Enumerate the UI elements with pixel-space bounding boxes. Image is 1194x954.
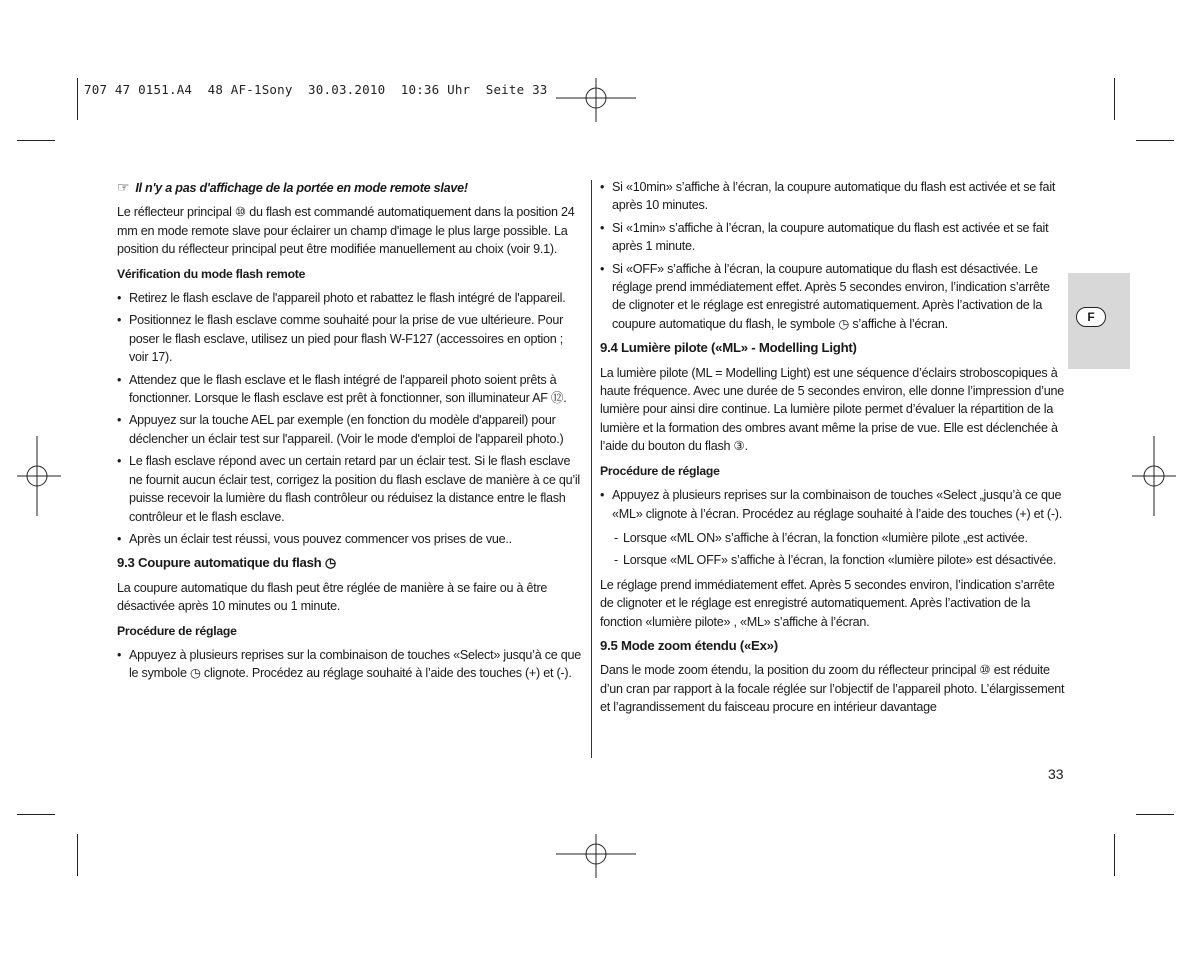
crop-mark-top-right-horizontal <box>1136 140 1174 141</box>
list-item: • Si «10min» s’affiche à l’écran, la coupure automatique du flash est activée et se fait après 10 minutes. <box>600 178 1066 215</box>
crop-mark-bottom-right-horizontal <box>1136 814 1174 815</box>
note-text: Il n'y a pas d'affichage de la portée en mode remote slave! <box>135 181 468 195</box>
ml-after-paragraph: Le réglage prend immédiatement effet. Après 5 secondes environ, l’indication s’arrête de clignoter et le réglage est enregistré automatiquement. Après l’activation de la fonction «lumière pilote» , «ML» s’affiche à l’écran. <box>600 577 1055 629</box>
list-item: • Le flash esclave répond avec un certain retard par un éclair test. Si le flash esclave ne fournit aucun éclair test, corrigez la position du flash esclave de manière à ce qu’il puisse recevoir la lumière du flash contrôleur ou réduisez la distance entre le flash contrôleur et le flash esclave. <box>117 452 585 526</box>
procedure-heading: Procédure de réglage <box>600 463 720 478</box>
left-column <box>117 178 585 689</box>
procedure-list <box>117 646 585 683</box>
column-divider <box>591 180 592 758</box>
ml-option-list <box>600 529 1066 570</box>
section-9-5-text: Dans le mode zoom étendu, la position du zoom du réflecteur principal ⑩ est réduite d’un cran par rapport à la focale réglée sur l’objectif de l’appareil photo. L’élargissement et l’agrandissement du faisceau procure en intérieur davantage <box>600 663 1065 715</box>
list-item: - Lorsque «ML OFF» s’affiche à l’écran, la fonction «lumière pilote» est désactivée. <box>614 551 1066 569</box>
list-item: • Si «OFF» s’affiche à l’écran, la coupure automatique du flash est désactivée. Le réglage prend immédiatement effet. Après 5 secondes environ, l’indication s’arrête de clignoter et le réglage est enregistré automatiquement. Après l’activation de la coupure automatique du flash, le symbole ◷ s’affiche à l’écran. <box>600 260 1066 334</box>
verification-heading: Vérification du mode flash remote <box>117 266 306 281</box>
list-item: • Positionnez le flash esclave comme souhaité pour la prise de vue ultérieure. Pour poser le flash esclave, utilisez un pied pour flash W-F127 (accessoires en option ; voir 17). <box>117 311 585 366</box>
list-item: • Appuyez à plusieurs reprises sur la combinaison de touches «Select» jusqu’à ce que le symbole ◷ clignote. Procédez au réglage souhaité à l’aide des touches (+) et (-). <box>117 646 585 683</box>
registration-mark-bottom-icon <box>556 834 636 878</box>
page-number: 33 <box>1048 766 1064 782</box>
section-9-4-title: 9.4 Lumière pilote («ML» - Modelling Light) <box>600 340 857 356</box>
list-item: • Appuyez à plusieurs reprises sur la combinaison de touches «Select „jusqu’à ce que «ML» clignote à l’écran. Procédez au réglage souhaité à l’aide des touches (+) et (-). <box>600 486 1066 523</box>
crop-mark-bottom-left-horizontal <box>17 814 55 815</box>
list-item: • Appuyez sur la touche AEL par exemple (en fonction du modèle d'appareil) pour déclencher un éclair test sur l'appareil. (Voir le mode d'emploi de l'appareil photo.) <box>117 411 585 448</box>
registration-mark-top-icon <box>556 78 636 122</box>
crop-mark-bottom-left-vertical <box>77 834 78 876</box>
list-item: • Si «1min» s’affiche à l’écran, la coupure automatique du flash est activée et se fait après 1 minute. <box>600 219 1066 256</box>
intro-paragraph: Le réflecteur principal ⑩ du flash est commandé automatiquement dans la position 24 mm en mode remote slave pour éclairer un champ d'image le plus large possible. La position du réflecteur principal peut être modifiée manuellement au choix (voir 9.1). <box>117 205 575 257</box>
section-9-4-text: La lumière pilote (ML = Modelling Light) est une séquence d’éclairs stroboscopiques à haute fréquence. Avec une durée de 5 secondes environ, elle donne l’impression d’une lumière pour ainsi dire continue. La lumière pilote permet d’évaluer la répartition de la lumière et la formation des ombres avant même la prise de vue. Elle est déclenchée à l’aide du bouton du flash ③. <box>600 365 1064 454</box>
remote-slave-note <box>117 178 585 197</box>
section-9-5-title: 9.5 Mode zoom étendu («Ex») <box>600 637 778 653</box>
registration-mark-right-icon <box>1132 436 1176 516</box>
verification-list <box>117 289 585 548</box>
list-item: • Attendez que le flash esclave et le flash intégré de l'appareil photo soient prêts à fonctionner. Lorsque le flash esclave est prêt à fonctionner, son illuminateur AF ⑫. <box>117 371 585 408</box>
language-tab <box>1068 273 1130 369</box>
crop-mark-bottom-right-vertical <box>1114 834 1115 876</box>
right-column <box>600 178 1066 723</box>
crop-mark-top-right-vertical <box>1114 78 1115 120</box>
section-9-3-text: La coupure automatique du flash peut être réglée de manière à se faire ou à être désactivée après 10 minutes ou 1 minute. <box>117 580 548 614</box>
print-header-line: 707 47 0151.A4 48 AF-1Sony 30.03.2010 10:36 Uhr Seite 33 <box>84 82 548 97</box>
procedure-heading: Procédure de réglage <box>117 623 237 638</box>
section-9-3-title: 9.3 Coupure automatique du flash ◷ <box>117 555 337 571</box>
procedure-list <box>600 486 1066 523</box>
list-item: • Après un éclair test réussi, vous pouvez commencer vos prises de vue.. <box>117 530 585 548</box>
list-item: • Retirez le flash esclave de l'appareil photo et rabattez le flash intégré de l'appareil. <box>117 289 585 307</box>
crop-mark-top-left-horizontal <box>17 140 55 141</box>
crop-mark-top-left-vertical <box>77 78 78 120</box>
registration-mark-left-icon <box>17 436 61 516</box>
auto-off-list <box>600 178 1066 333</box>
pointing-hand-icon: ☞ <box>117 179 130 195</box>
list-item: - Lorsque «ML ON» s’affiche à l’écran, la fonction «lumière pilote „est activée. <box>614 529 1066 547</box>
language-badge: F <box>1076 307 1106 327</box>
